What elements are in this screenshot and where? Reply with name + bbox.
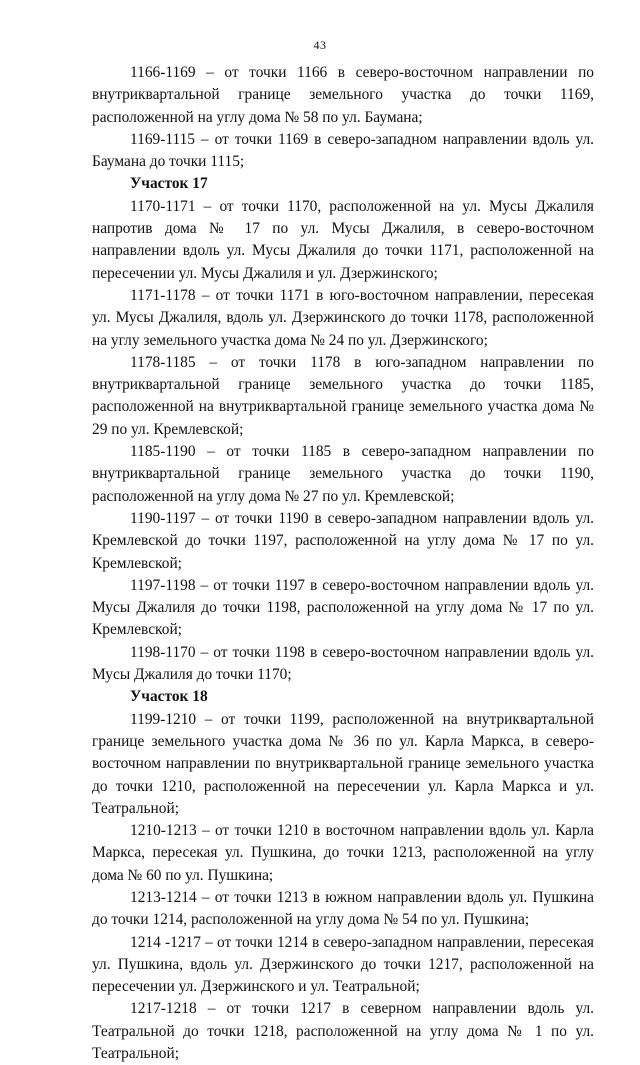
boundary-segment-1210-1213: 1210-1213 – от точки 1210 в восточном направлении вдоль ул. Карла Маркса, пересекая ул. Пушкина, до точки 1213, расположенной на углу дома № 60 по ул. Пушкина;	[92, 822, 594, 884]
boundary-segment-1197-1198: 1197-1198 – от точки 1197 в северо-восточном направлении вдоль ул. Мусы Джалиля до точки 1198, расположенной на углу дома № 17 по ул. Кремлевской;	[92, 576, 594, 639]
boundary-segment-1217-1218: 1217-1218 – от точки 1217 в северном направлении вдоль ул. Театральной до точки 1218, расположенной на углу дома № 1 по ул. Театральной;	[92, 1000, 594, 1063]
section-heading-plot-17: Участок 17	[130, 175, 208, 193]
boundary-segment-1190-1197: 1190-1197 – от точки 1190 в северо-западном направлении вдоль ул. Кремлевской до точки 1197, расположенной на углу дома № 17 по ул. Кремлевской;	[92, 509, 594, 572]
boundary-segment-1199-1210: 1199-1210 – от точки 1199, расположенной на внутриквартальной границе земельного участка дома № 36 по ул. Карла Маркса, в северо-восточном направлении по внутриквартальной границе земельного участка до точки 1210, расположенной на пересечении ул. Карла Маркса и ул. Театральной;	[92, 710, 594, 817]
document-body	[92, 62, 594, 1065]
boundary-segment-1198-1170: 1198-1170 – от точки 1198 в северо-восточном направлении вдоль ул. Мусы Джалиля до точки 1170;	[92, 643, 594, 684]
boundary-segment-1178-1185: 1178-1185 – от точки 1178 в юго-западном направлении по внутриквартальной границе земельного участка до точки 1185, расположенной на внутриквартальной границе земельного участка дома № 29 по ул. Кремлевской;	[92, 353, 594, 438]
section-heading-plot-18: Участок 18	[130, 688, 208, 706]
boundary-segment-1185-1190: 1185-1190 – от точки 1185 в северо-западном направлении по внутриквартальной границе земельного участка до точки 1190, расположенной на углу дома № 27 по ул. Кремлевской;	[92, 443, 594, 505]
boundary-segment-1166-1169: 1166-1169 – от точки 1166 в северо-восточном направлении по внутриквартальной границе земельного участка до точки 1169, расположенной на углу дома № 58 по ул. Баумана;	[92, 64, 594, 126]
page-number: 43	[313, 38, 327, 52]
boundary-segment-1170-1171: 1170-1171 – от точки 1170, расположенной на ул. Мусы Джалиля напротив дома № 17 по ул. Мусы Джалиля, в северо-восточном направлении вдоль ул. Мусы Джалиля до точки 1171, расположенной на пересечении ул. Мусы Джалиля и ул. Дзержинского;	[92, 197, 594, 282]
boundary-segment-1213-1214: 1213-1214 – от точки 1213 в южном направлении вдоль ул. Пушкина до точки 1214, расположенной на углу дома № 54 по ул. Пушкина;	[92, 888, 594, 929]
boundary-segment-1171-1178: 1171-1178 – от точки 1171 в юго-восточном направлении, пересекая ул. Мусы Джалиля, вдоль ул. Дзержинского до точки 1178, расположенной на углу земельного участка дома № 24 по ул. Дзержинского;	[92, 286, 594, 349]
boundary-segment-1214-1217: 1214 -1217 – от точки 1214 в северо-западном направлении, пересекая ул. Пушкина, вдоль ул. Дзержинского до точки 1217, расположенной на пересечении ул. Дзержинского и ул. Театральной;	[92, 933, 594, 996]
boundary-segment-1169-1115: 1169-1115 – от точки 1169 в северо-западном направлении вдоль ул. Баумана до точки 1115;	[92, 130, 594, 171]
